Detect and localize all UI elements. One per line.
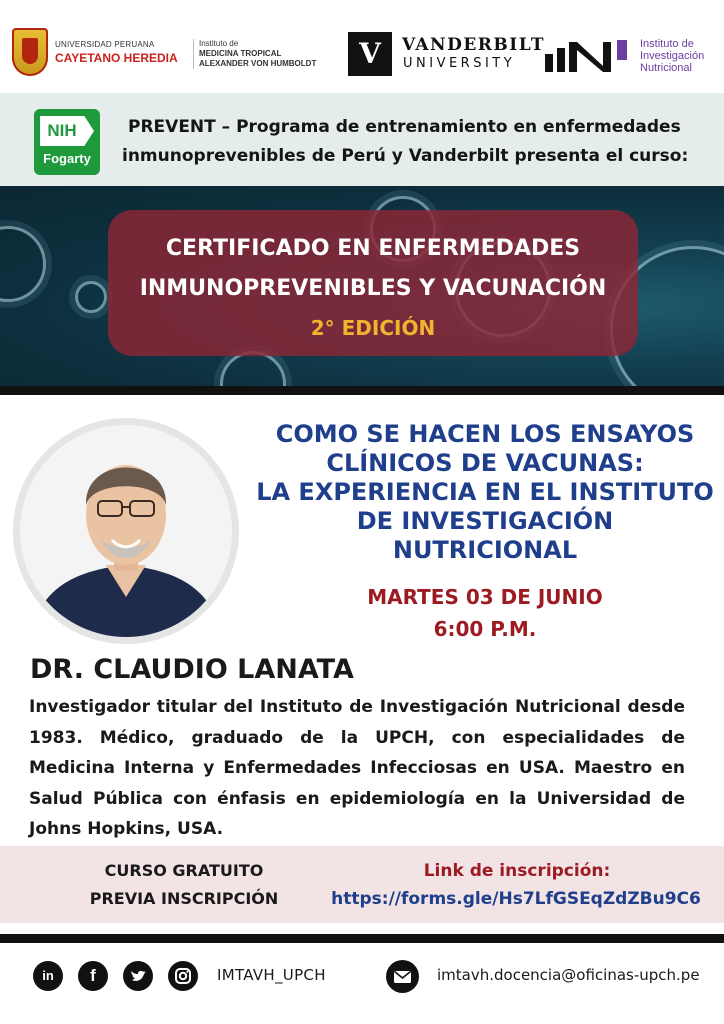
- upch-shield-icon: [12, 28, 48, 76]
- twitter-bird-glyph: [123, 961, 153, 991]
- virus-decoration: [0, 226, 46, 302]
- divider-bar: [0, 386, 724, 395]
- talk-title-line: NUTRICIONAL: [392, 536, 578, 564]
- instagram-icon[interactable]: [168, 961, 198, 991]
- talk-time: 6:00 P.M.: [433, 617, 537, 641]
- virus-decoration: [75, 281, 107, 313]
- program-intro-band: [0, 93, 724, 186]
- vanderbilt-oak-icon: V: [348, 32, 392, 76]
- talk-title-line: LA EXPERIENCIA EN EL INSTITUTO: [256, 478, 714, 506]
- linkedin-icon[interactable]: in: [33, 961, 63, 991]
- speaker-portrait-illustration: [20, 425, 232, 637]
- program-intro-line1: PREVENT – Programa de entrenamiento en enfermedades: [128, 117, 681, 137]
- registration-link[interactable]: https://forms.gle/Hs7LfGSEqZdZBu9C6: [331, 889, 701, 909]
- talk-title-line: CLÍNICOS DE VACUNAS:: [326, 449, 644, 477]
- divider-bar: [0, 934, 724, 943]
- iin-logo-line2: Investigación: [640, 50, 705, 62]
- twitter-icon[interactable]: [123, 961, 153, 991]
- certificate-edition: 2° EDICIÓN: [310, 316, 436, 340]
- program-intro-line2: inmunoprevenibles de Perú y Vanderbilt presenta el curso:: [122, 146, 689, 166]
- iin-logo-line3: Nutricional: [640, 62, 692, 74]
- iin-logo-icon: [545, 40, 633, 72]
- facebook-icon[interactable]: f: [78, 961, 108, 991]
- upch-logo-line1: UNIVERSIDAD PERUANA: [55, 40, 155, 49]
- talk-title-line: COMO SE HACEN LOS ENSAYOS: [275, 420, 695, 448]
- envelope-glyph: [386, 960, 419, 993]
- registration-band: [0, 846, 724, 923]
- talk-title-line: DE INVESTIGACIÓN: [356, 507, 614, 535]
- virus-decoration: [220, 351, 286, 386]
- humboldt-logo-line3: ALEXANDER VON HUMBOLDT: [199, 59, 317, 68]
- talk-date: MARTES 03 DE JUNIO: [367, 585, 603, 609]
- nih-logo-text: NIH: [47, 121, 77, 140]
- vanderbilt-logo-line2: UNIVERSITY: [403, 56, 516, 71]
- social-handle: IMTAVH_UPCH: [217, 966, 326, 984]
- instagram-camera-glyph: [168, 961, 198, 991]
- humboldt-logo-line1: Instituto de: [199, 39, 239, 48]
- nih-fogarty-logo: [34, 109, 100, 175]
- fogarty-logo-text: Fogarty: [43, 151, 91, 166]
- certificate-title-line1: CERTIFICADO EN ENFERMEDADES: [165, 236, 581, 261]
- free-course-line2: PREVIA INSCRIPCIÓN: [89, 889, 279, 908]
- iin-logo-line1: Instituto de: [640, 38, 694, 50]
- speaker-photo: [20, 425, 232, 637]
- contact-email[interactable]: imtavh.docencia@oficinas-upch.pe: [437, 966, 700, 984]
- vanderbilt-logo-line1: VANDERBILT: [402, 35, 545, 55]
- free-course-line1: CURSO GRATUITO: [104, 861, 264, 880]
- speaker-name: DR. CLAUDIO LANATA: [30, 654, 354, 685]
- email-icon: [386, 960, 419, 993]
- upch-logo-line2: CAYETANO HEREDIA: [55, 51, 178, 65]
- logo-divider: [193, 39, 194, 69]
- talk-title: [246, 420, 724, 565]
- speaker-bio: Investigador titular del Instituto de Investigación Nutricional desde 1983. Médico, graduado de la UPCH, con especialidades de Medicina Interna y Enfermedades Infecciosas en USA. Maestro en Salud Pública con énfasis en epidemiología en la Universidad de Johns Hopkins, USA.: [29, 697, 685, 839]
- certificate-title-line2: INMUNOPREVENIBLES Y VACUNACIÓN: [139, 276, 607, 301]
- registration-link-label: Link de inscripción:: [423, 861, 611, 881]
- humboldt-logo-line2: MEDICINA TROPICAL: [199, 49, 282, 58]
